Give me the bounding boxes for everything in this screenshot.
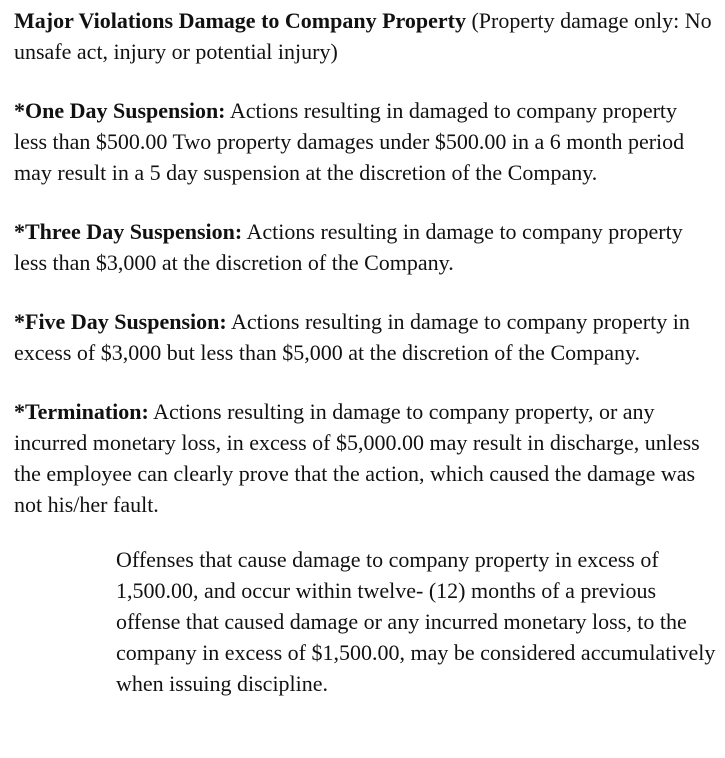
section-text: Actions resulting in damage to company property in excess of $3,000 but less than $5,000 at the discretion of the Company. <box>14 309 690 365</box>
section-text: Actions resulting in damaged to company property less than $500.00 Two property damages under $500.00 in a 6 month period may result in a 5 day suspension at the discretion of the Company. <box>14 98 685 185</box>
section-label: *Termination: <box>14 399 149 424</box>
heading-subtitle: (Property damage only: No unsafe act, injury or potential injury) <box>14 8 712 64</box>
section-one-day-suspension <box>14 95 714 188</box>
section-five-day-suspension <box>14 306 714 368</box>
heading-title: Major Violations Damage to Company Property <box>14 8 466 33</box>
section-text: Actions resulting in damage to company property less than $3,000 at the discretion of the Company. <box>14 219 683 275</box>
section-label: *One Day Suspension: <box>14 98 226 123</box>
section-termination <box>14 396 714 520</box>
section-label: *Three Day Suspension: <box>14 219 243 244</box>
section-text: Actions resulting in damage to company property, or any incurred monetary loss, in excess of $5,000.00 may result in discharge, unless the employee can clearly prove that the action, which caused the damage was not his/her fault. <box>14 399 700 517</box>
document-page <box>14 5 714 699</box>
document-heading <box>14 5 714 67</box>
section-label: *Five Day Suspension: <box>14 309 227 334</box>
section-three-day-suspension <box>14 216 714 278</box>
indented-note: Offenses that cause damage to company property in excess of 1,500.00, and occur within twelve- (12) months of a previous offense that caused damage or any incurred monetary loss, to the company in excess of $1,500.00, may be considered accumulatively when issuing discipline. <box>116 547 716 696</box>
